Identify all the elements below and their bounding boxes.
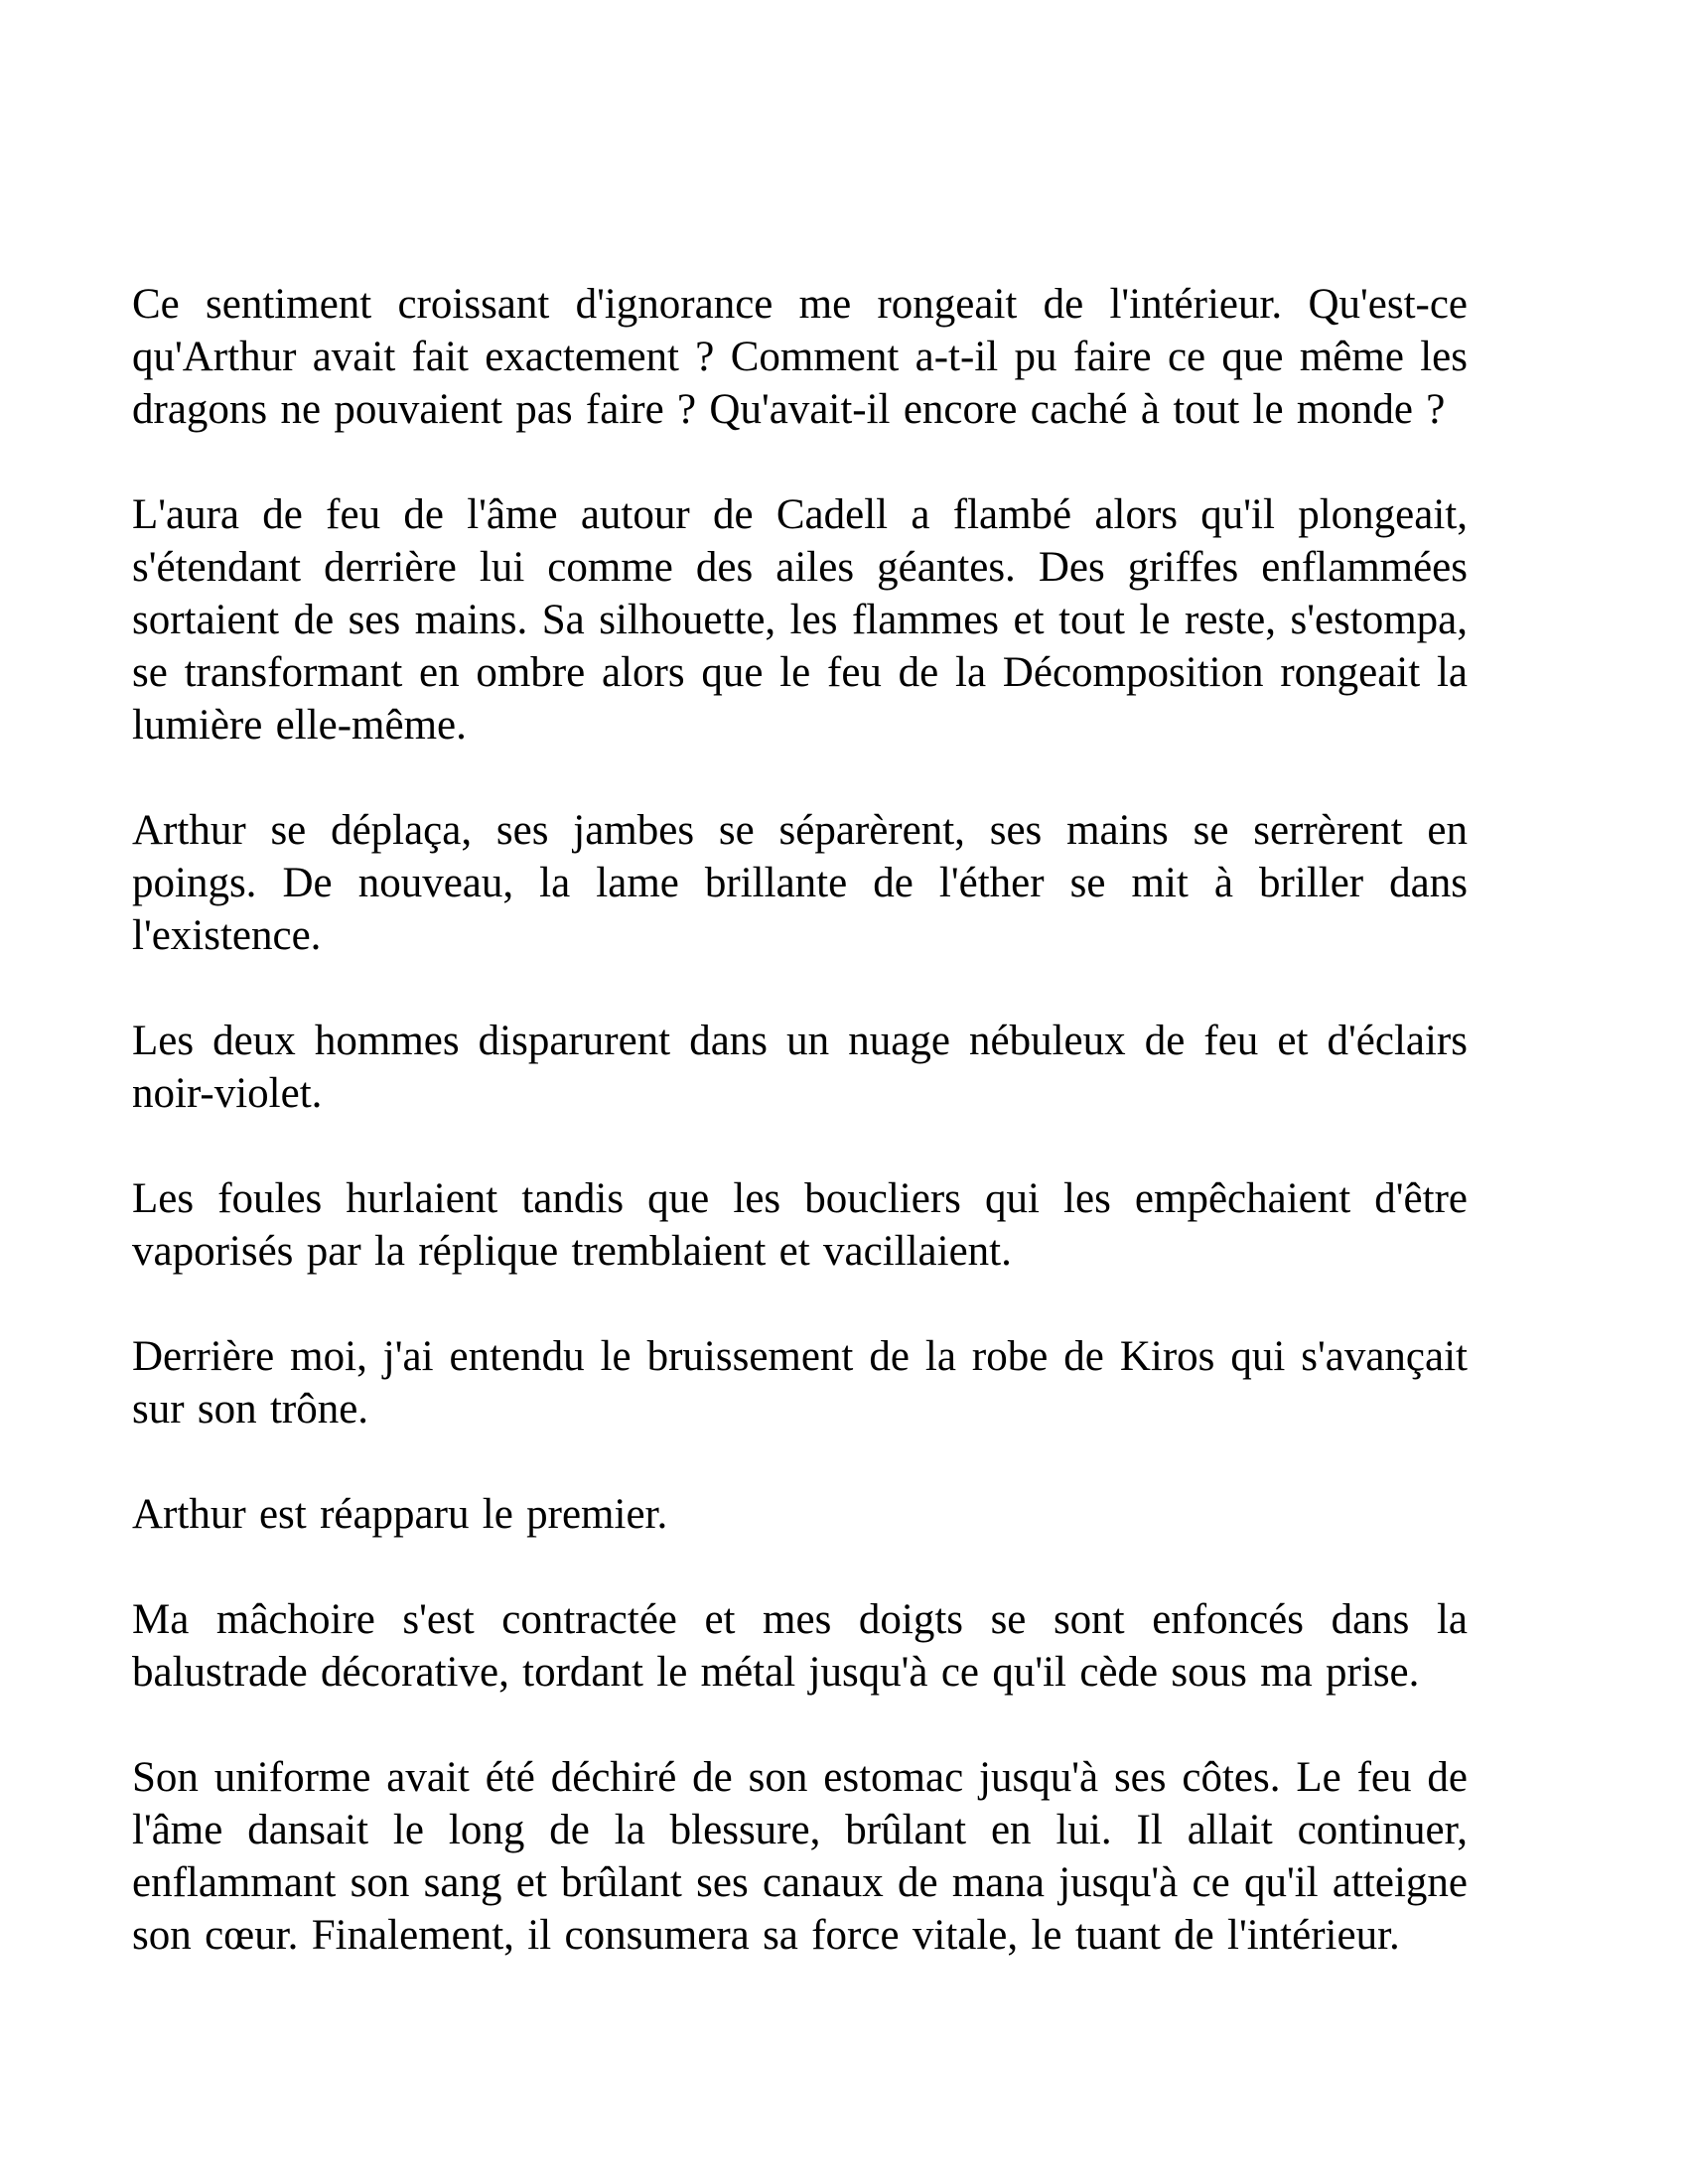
paragraph-7: Arthur est réapparu le premier. — [132, 1491, 668, 1538]
paragraph-8: Ma mâchoire s'est contractée et mes doigts se sont enfoncés dans la balustrade décorative, tordant le métal jusqu'à ce qu'il cède sous ma prise. — [132, 1596, 1468, 1696]
paragraph-4: Les deux hommes disparurent dans un nuage nébuleux de feu et d'éclairs noir-violet. — [132, 1018, 1468, 1117]
paragraph-1: Ce sentiment croissant d'ignorance me rongeait de l'intérieur. Qu'est-ce qu'Arthur avait fait exactement ? Comment a-t-il pu faire ce que même les dragons ne pouvaient pas faire ? Qu'avait-il encore caché à tout le monde ? — [132, 281, 1468, 433]
paragraph-9: Son uniforme avait été déchiré de son estomac jusqu'à ses côtes. Le feu de l'âme dansait le long de la blessure, brûlant en lui. Il allait continuer, enflammant son sang et brûlant ses canaux de mana jusqu'à ce qu'il atteigne son cœur. Finalement, il consumera sa force vitale, le tuant de l'intérieur. — [132, 1754, 1468, 1959]
paragraph-5: Les foules hurlaient tandis que les boucliers qui les empêchaient d'être vaporisés par la réplique tremblaient et vacillaient. — [132, 1175, 1468, 1275]
paragraph-3: Arthur se déplaça, ses jambes se séparèrent, ses mains se serrèrent en poings. De nouveau, la lame brillante de l'éther se mit à briller dans l'existence. — [132, 807, 1468, 959]
paragraph-6: Derrière moi, j'ai entendu le bruissement de la robe de Kiros qui s'avançait sur son trône. — [132, 1333, 1468, 1433]
paragraph-2: L'aura de feu de l'âme autour de Cadell a flambé alors qu'il plongeait, s'étendant derrière lui comme des ailes géantes. Des griffes enflammées sortaient de ses mains. Sa silhouette, les flammes et tout le reste, s'estompa, se transformant en ombre alors que le feu de la Décomposition rongeait la lumière elle-même. — [132, 491, 1468, 749]
